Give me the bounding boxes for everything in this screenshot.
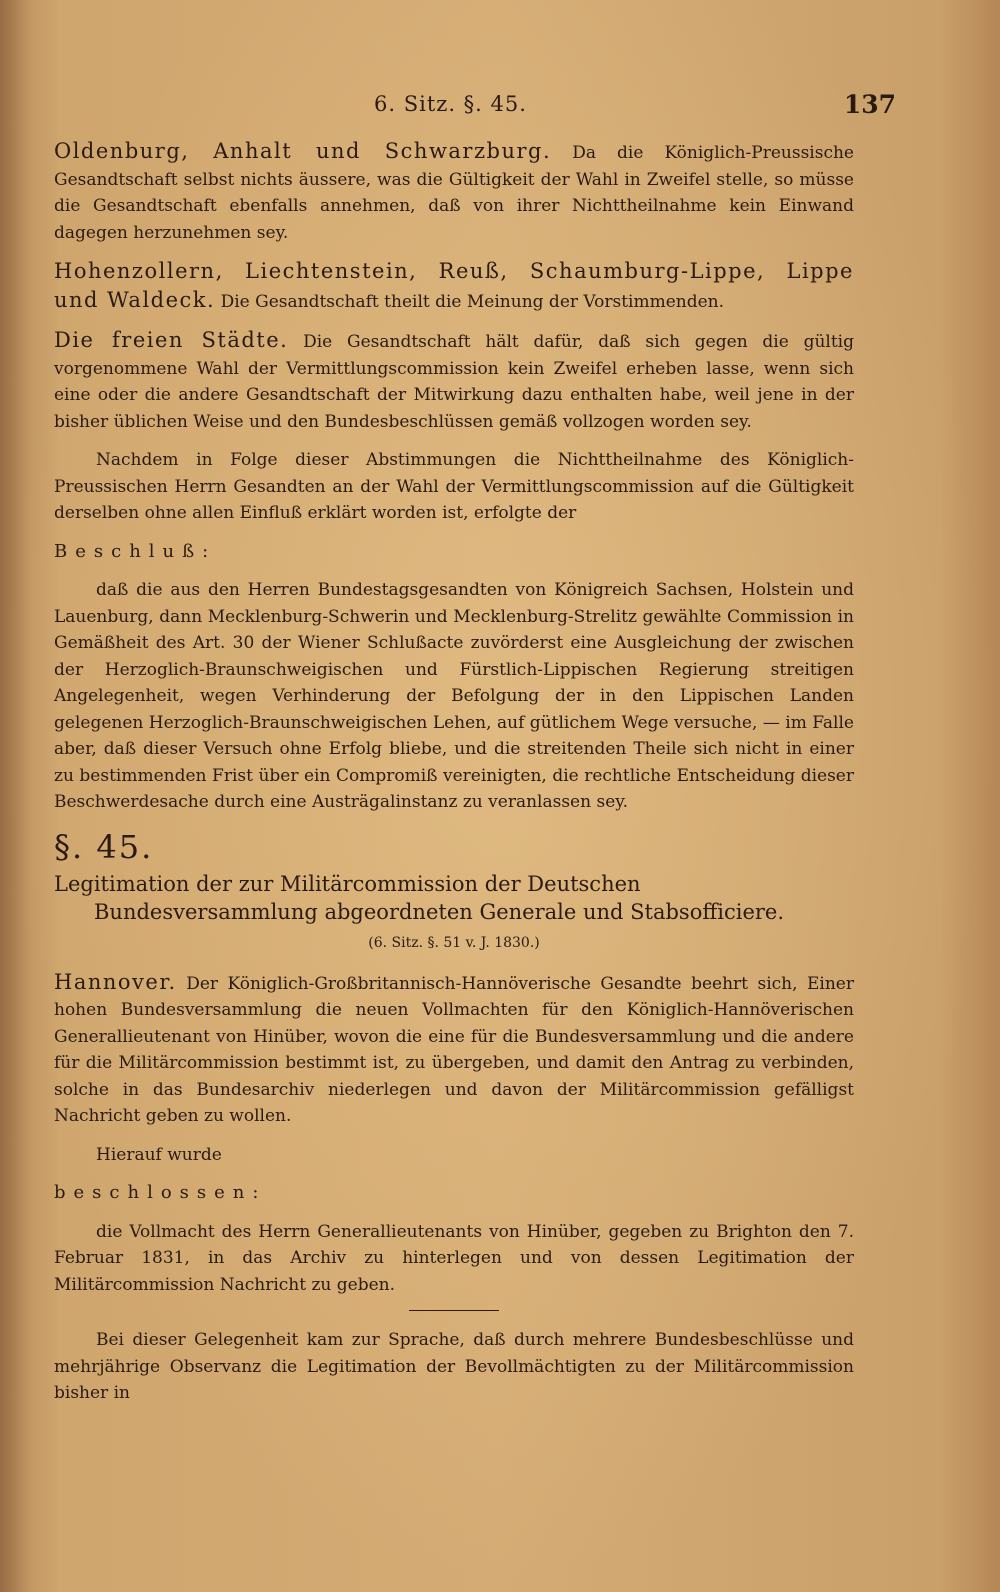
beschlossen-text: die Vollmacht des Herrn Generallieutenants von Hinüber, gegeben zu Brighton den 7. Februar 1831, in das Archiv zu hinterlegen und von dessen Legitimation der Militärcommission Nachricht zu geben. (54, 1221, 854, 1295)
paragraph-hannover (54, 969, 854, 1130)
paragraph-lead: Hannover. (54, 969, 177, 994)
paragraph-hohenzollern (54, 258, 854, 315)
paragraph-text: Da die Königlich-Preussische Gesandtschaft selbst nichts äussere, was die Gültigkeit der Wahl in Zweifel stelle, so müsse die Gesandtschaft ebenfalls annehmen, daß von ihrer Nichttheilnahme kein Einwand dagegen herzunehmen sey. (54, 143, 854, 243)
page-edge-shadow (0, 0, 30, 1592)
paragraph-text: Der Königlich-Großbritannisch-Hannöverische Gesandte beehrt sich, Einer hohen Bundesversammlung die neuen Vollmachten für den Königlich-Hannöverischen Generallieutenant von Hinüber, wovon die eine für die Bundesversammlung und die andere für die Militärcommission bestimmt ist, zu übergeben, und damit den Antrag zu verbinden, solche in das Bundesarchiv niederlegen und davon der Militärcommission gefälligst Nachricht geben zu wollen. (54, 973, 854, 1126)
paragraph-text: Die Gesandtschaft theilt die Meinung der Vorstimmenden. (220, 291, 725, 312)
page-number: 137 (843, 90, 896, 119)
paragraph-text: Die Gesandtschaft hält dafür, daß sich gegen die gültig vorgenommene Wahl der Vermittlungscommission kein Zweifel erheben lasse, wenn sich eine oder die andere Gesandtschaft der Mitwirkung dazu enthalten habe, weil jene in der bisher üblichen Weise und den Bundesbeschlüssen gemäß vollzogen worden sey. (54, 332, 854, 432)
separator-rule (409, 1310, 499, 1311)
paragraph-lead: Die freien Städte. (54, 328, 289, 352)
page-body (54, 138, 854, 1419)
beschluss-text: daß die aus den Herren Bundestagsgesandten von Königreich Sachsen, Holstein und Lauenburg, dann Mecklenburg-Schwerin und Mecklenburg-Strelitz gewählte Commission in Gemäßheit des Art. 30 der Wiener Schlußacte zuvörderst eine Ausgleichung der zwischen der Herzoglich-Braunschweigischen und Fürstlich-Lippischen Regierung streitigen Angelegenheit, wegen Verhinderung der Befolgung der in den Lippischen Landen gelegenen Herzoglich-Braunschweigischen Lehen, auf gütlichem Wege versuche, — im Falle aber, daß dieser Versuch ohne Erfolg bliebe, und die streitenden Theile sich nicht in einer zu bestimmenden Frist über ein Compromiß vereinigten, die rechtliche Entscheidung dieser Beschwerdesache durch eine Austrägalinstanz zu veranlassen sey. (54, 580, 854, 812)
paragraph-freie-staedte (54, 327, 854, 435)
section-title: Legitimation der zur Militärcommission der Deutschen Bundesversammlung abgeordneten Generale und Stabsofficiere. (54, 872, 785, 924)
paragraph-oldenburg (54, 138, 854, 246)
paragraph-lead: Oldenburg, Anhalt und Schwarzburg. (54, 139, 552, 163)
paragraph-hierauf: Hierauf wurde (96, 1144, 222, 1165)
section-reference: (6. Sitz. §. 51 v. J. 1830.) (368, 935, 540, 951)
paragraph-lead: Hohenzollern, Liechtenstein, Reuß, Schaumburg-Lippe, Lippe und Waldeck. (54, 259, 854, 312)
running-head: 6. Sitz. §. 45. (374, 92, 527, 116)
section-number: §. 45. (54, 827, 154, 866)
page-header (54, 90, 896, 126)
paragraph-nachdem: Nachdem in Folge dieser Abstimmungen die Nichttheilnahme des Königlich-Preussischen Herrn Gesandten an der Wahl der Vermittlungscommission auf die Gültigkeit derselben ohne allen Einfluß erklärt worden ist, erfolgte der (54, 450, 854, 523)
beschluss-heading: Beschluß: (54, 540, 217, 562)
paragraph-bei-dieser: Bei dieser Gelegenheit kam zur Sprache, daß durch mehrere Bundesbeschlüsse und mehrjährige Observanz die Legitimation der Bevollmächtigten zu der Militärcommission bisher in (54, 1330, 854, 1403)
beschlossen-heading: beschlossen: (54, 1182, 267, 1203)
